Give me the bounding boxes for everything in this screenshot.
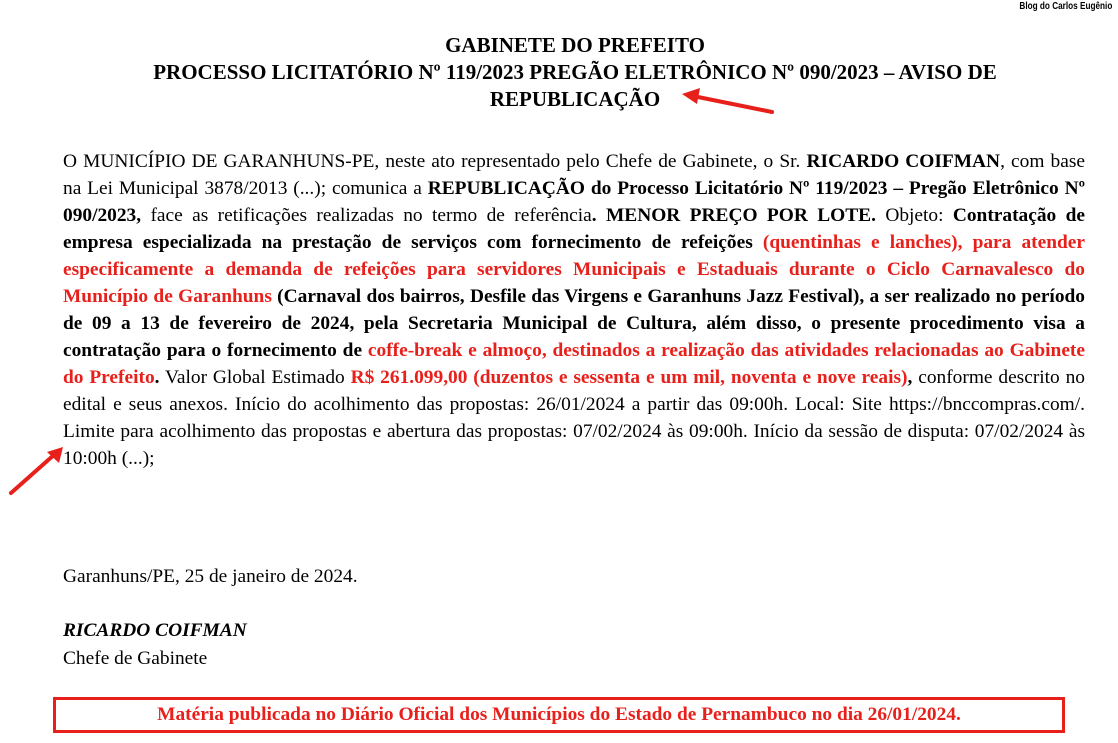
value-comma: , <box>907 367 913 388</box>
signatory-name: RICARDO COIFMAN <box>63 620 247 641</box>
value-label: Valor Global Estimado <box>159 367 351 388</box>
body-retifications: face as retificações realizadas no termo de referência <box>141 205 592 226</box>
representative-name: RICARDO COIFMAN <box>806 151 1001 172</box>
object-label: Objeto: <box>875 205 953 226</box>
office-title: GABINETE DO PREFEITO <box>445 33 705 57</box>
highlight-coffee-break: coffe-break e almoço, destinados a realização das atividades relacionadas ao Gabinete do Prefeito <box>63 340 1085 388</box>
blog-watermark: Blog do Carlos Eugênio <box>1019 1 1112 12</box>
bid-criterion: . MENOR PREÇO POR LOTE. <box>591 205 876 226</box>
notice-subject: PROCESSO LICITATÓRIO Nº 119/2023 PREGÃO ELETRÔNICO Nº 090/2023 – AVISO DE REPUBLICAÇÃO <box>153 60 997 111</box>
arrow-valor-icon <box>11 447 63 493</box>
body-schedule: conforme descrito no edital e seus anexos. Início do acolhimento das propostas: 26/01/2024 a partir das 09:00h. Local: Site https://bnccompras.com/. Limite para acolhimento das propostas e abertura das propostas: 07/02/2024 às 09:00h. Início da sessão de disputa: 07/02/2024 às 10:00h (...); <box>63 367 1085 469</box>
highlight-meals: (quentinhas e lanches), para atender especificamente a demanda de refeições para servidores Municipais e Estaduais durante o Ciclo Carnavalesco do Município de Garanhuns <box>63 232 1085 307</box>
object-events: (Carnaval dos bairros, Desfile das Virgens e Garanhuns Jazz Festival), a ser realizado no período de 09 a 13 de fevereiro de 2024, pela Secretaria Municipal de Cultura, além disso, o presente procedimento visa a contratação para o fornecimento de <box>63 286 1085 361</box>
dateline: Garanhuns/PE, 25 de janeiro de 2024. <box>63 566 358 587</box>
signatory-role: Chefe de Gabinete <box>63 648 208 669</box>
publication-note: Matéria publicada no Diário Oficial dos Municípios do Estado de Pernambuco no dia 26/01/2024. <box>157 704 961 725</box>
republication-reference: REPUBLICAÇÃO do Processo Licitatório Nº 119/2023 – Pregão Eletrônico Nº 090/2023, <box>63 178 1085 226</box>
body-legal-basis: , com base na Lei Municipal 3878/2013 (...); comunica a <box>63 151 1085 199</box>
arrow-republicacao-icon <box>682 88 772 112</box>
body-intro: O MUNICÍPIO DE GARANHUNS-PE, neste ato representado pelo Chefe de Gabinete, o Sr. <box>63 151 807 172</box>
highlight-estimated-value: R$ 261.099,00 (duzentos e sessenta e um mil, noventa e nove reais) <box>350 367 908 388</box>
object-description: Contratação de empresa especializada na prestação de serviços com fornecimento de refeições <box>63 205 1086 253</box>
object-end-period: . <box>154 367 160 388</box>
